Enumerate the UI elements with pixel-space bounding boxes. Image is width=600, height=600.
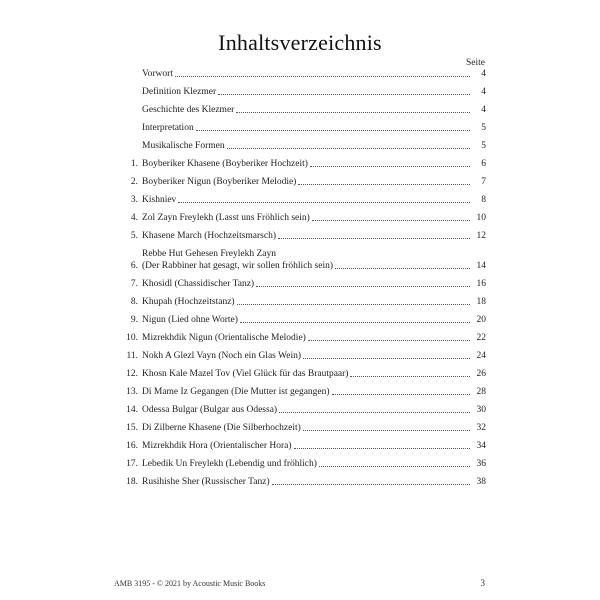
toc-entry [114,158,486,170]
page-title: Inhaltsverzeichnis [218,30,382,55]
entry-title: Lebedik Un Freylekh (Lebendig und fröhlich) [142,459,317,469]
dot-leader [319,465,470,467]
entry-page: 34 [476,441,486,451]
entry-number: 16. [126,441,138,451]
entry-number: 2. [130,177,138,187]
toc-entry [114,68,486,80]
entry-page: 16 [476,279,486,289]
page-column-header: Seite [466,58,485,68]
entry-subtitle: (Der Rabbiner hat gesagt, wir sollen fröhlich sein) [142,261,333,271]
dot-leader [310,165,470,167]
toc-entry [114,440,486,452]
entry-title: Nokh A Glezl Vayn (Noch ein Glas Wein) [142,351,302,361]
entry-title: Mizrekhdik Nigun (Orientalische Melodie) [142,333,306,343]
dot-leader [175,75,470,77]
entry-number: 3. [130,195,138,205]
entry-page: 32 [476,423,486,433]
dot-leader [350,375,470,377]
toc-entry [114,404,486,416]
entry-title: Boyberiker Khasene (Boyberiker Hochzeit) [142,159,308,169]
entry-title: Kishniev [142,195,177,205]
entry-number: 18. [126,477,138,487]
dot-leader [303,357,470,359]
entry-number: 7. [130,279,138,289]
toc-entry [114,332,486,344]
dot-leader [256,285,470,287]
entry-number: 17. [126,459,138,469]
entry-number: 9. [130,315,138,325]
dot-leader [279,411,470,413]
toc-entry [114,422,486,434]
dot-leader [227,147,470,149]
entry-title: Musikalische Formen [142,141,225,151]
entry-title: Di Zilberne Khasene (Die Silberhochzeit) [142,423,301,433]
entry-number: 10. [126,333,138,343]
entry-title: Khasene March (Hochzeitsmarsch) [142,231,276,241]
entry-title: Rebbe Hut Gehesen Freylekh Zayn [142,249,277,259]
dot-leader [178,201,470,203]
toc-entry [114,476,486,488]
toc-entry [114,86,486,98]
entry-page: 10 [476,213,486,223]
entry-page: 7 [481,177,486,187]
dot-leader [335,267,470,269]
entry-title: Di Mame Iz Gegangen (Die Mutter ist gegangen) [142,387,330,397]
toc-entry [114,386,486,398]
entry-number: 4. [130,213,138,223]
entry-number: 11. [126,351,138,361]
entry-title: Nigun (Lied ohne Worte) [142,315,238,325]
entry-page: 26 [476,369,486,379]
entry-page: 22 [476,333,486,343]
toc-entry [114,350,486,362]
entry-page: 18 [476,297,486,307]
dot-leader [294,447,470,449]
entry-title: Rusihishe Sher (Russischer Tanz) [142,477,270,487]
entry-page: 30 [476,405,486,415]
toc-entry [114,176,486,188]
entry-number: 15. [126,423,138,433]
entry-page: 4 [481,69,486,79]
entry-page: 38 [476,477,486,487]
dot-leader [308,339,470,341]
toc-entry [114,122,486,134]
entry-page: 36 [476,459,486,469]
entry-title: Interpretation [142,123,194,133]
dot-leader [298,183,470,185]
entry-title: Khupah (Hochzeitstanz) [142,297,235,307]
entry-title: Mizrekhdik Hora (Orientalischer Hora) [142,441,292,451]
entry-title: Definition Klezmer [142,87,217,97]
toc-entry [114,296,486,308]
dot-leader [332,393,470,395]
entry-number: 14. [126,405,138,415]
toc-entry [114,368,486,380]
table-of-contents [114,68,486,488]
entry-title: Boyberiker Nigun (Boyberiker Melodie) [142,177,297,187]
toc-entry [114,248,486,272]
dot-leader [218,93,470,95]
toc-entry [114,278,486,290]
entry-number: 1. [130,159,138,169]
dot-leader [272,483,470,485]
entry-number: 13. [126,387,138,397]
entry-number: 12. [126,369,138,379]
entry-number: 6. [130,261,138,271]
entry-page: 14 [476,261,486,271]
entry-page: 4 [481,105,486,115]
entry-page: 4 [481,87,486,97]
entry-page: 5 [481,141,486,151]
entry-page: 8 [481,195,486,205]
entry-page: 12 [476,231,486,241]
toc-entry [114,194,486,206]
toc-entry [114,230,486,242]
footer-page-number: 3 [480,578,485,588]
dot-leader [312,219,470,221]
dot-leader [303,429,470,431]
dot-leader [240,321,470,323]
dot-leader [196,129,470,131]
entry-number: 8. [130,297,138,307]
entry-title: Geschichte des Klezmer [142,105,235,115]
toc-entry [114,104,486,116]
entry-page: 28 [476,387,486,397]
dot-leader [237,303,470,305]
footer-copyright: AMB 3195 - © 2021 by Acoustic Music Books [114,579,266,588]
entry-page: 24 [476,351,486,361]
entry-title: Odessa Bulgar (Bulgar aus Odessa) [142,405,278,415]
toc-entry [114,314,486,326]
entry-page: 6 [481,159,486,169]
toc-entry [114,212,486,224]
toc-entry [114,140,486,152]
entry-number: 5. [130,231,138,241]
entry-page: 20 [476,315,486,325]
toc-entry [114,458,486,470]
dot-leader [236,111,470,113]
entry-title: Zol Zayn Freylekh (Lasst uns Fröhlich sein) [142,213,310,223]
dot-leader [278,237,470,239]
entry-title: Vorwort [142,69,173,79]
entry-title: Khosn Kale Mazel Tov (Viel Glück für das Brautpaar) [142,369,349,379]
entry-title: Khosidl (Chassidischer Tanz) [142,279,255,289]
entry-page: 5 [481,123,486,133]
